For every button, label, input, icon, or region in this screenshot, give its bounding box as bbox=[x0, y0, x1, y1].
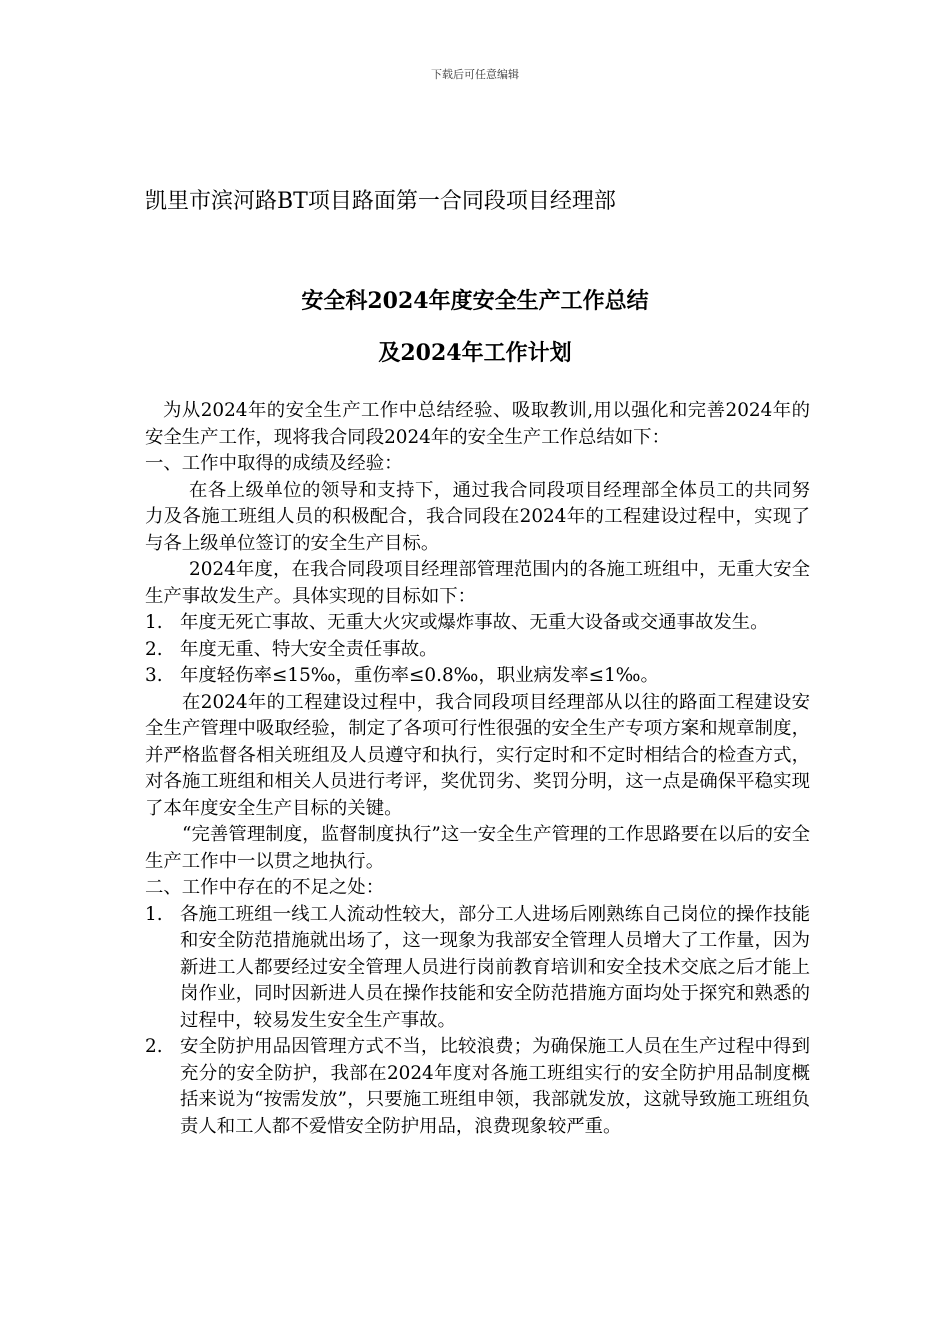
section-2-heading: 二、工作中存在的不足之处： bbox=[145, 877, 385, 898]
organization-title: 凯里市滨河路BT项目路面第一合同段项目经理部 bbox=[145, 189, 616, 214]
document-title-line-1: 安全科2024年度安全生产工作总结 bbox=[301, 288, 649, 314]
list-item bbox=[145, 637, 810, 664]
document-body bbox=[145, 398, 810, 1140]
intro-paragraph: 为从2024年的安全生产工作中总结经验、吸取教训,用以强化和完善2024年的安全生产工作，现将我合同段2024年的安全生产工作总结如下： bbox=[145, 400, 810, 448]
section-1-paragraph-1: 在各上级单位的领导和支持下，通过我合同段项目经理部全体员工的共同努力及各施工班组人员的积极配合，我合同段在2024年的工程建设过程中，实现了与各上级单位签订的安全生产目标。 bbox=[145, 479, 810, 554]
list-item bbox=[145, 1034, 810, 1140]
list-item-text: 年度无重、特大安全责任事故。 bbox=[180, 638, 438, 660]
section-1-paragraph-2: 2024年度，在我合同段项目经理部管理范围内的各施工班组中，无重大安全生产事故发生产。具体实现的目标如下： bbox=[145, 559, 810, 607]
list-item-text: 各施工班组一线工人流动性较大，部分工人进场后刚熟练自己岗位的操作技能和安全防范措施就出场了，这一现象为我部安全管理人员增大了工作量，因为新进工人都要经过安全管理人员进行岗前教育培训和安全技术交底之后才能上岗作业，同时因新进人员在操作技能和安全防范措施方面均处于探究和熟悉的过程中，较易发生安全生产事故。 bbox=[180, 903, 810, 1031]
list-item bbox=[145, 610, 810, 637]
document-title-line-2: 及2024年工作计划 bbox=[378, 340, 572, 366]
page-header-note: 下载后可任意编辑 bbox=[431, 68, 519, 81]
list-item-text: 年度无死亡事故、无重大火灾或爆炸事故、无重大设备或交通事故发生。 bbox=[180, 612, 769, 633]
list-item-text: 安全防护用品因管理方式不当，比较浪费；为确保施工人员在生产过程中得到充分的安全防护，我部在2024年度对各施工班组实行的安全防护用品制度概括来说为“按需发放”，只要施工班组申领，我部就发放，这就导致施工班组负责人和工人都不爱惜安全防护用品，浪费现象较严重。 bbox=[180, 1036, 810, 1137]
list-item-number: 2. bbox=[145, 1036, 163, 1057]
list-item-number: 2. bbox=[145, 638, 163, 660]
list-item-number: 1. bbox=[145, 612, 163, 633]
section-1-heading: 一、工作中取得的成绩及经验： bbox=[145, 453, 403, 474]
list-item-number: 1. bbox=[145, 903, 163, 925]
list-item-text: 年度轻伤率≤15‰，重伤率≤0.8‰，职业病发率≤1‰。 bbox=[180, 665, 659, 686]
section-1-paragraph-3: 在2024年的工程建设过程中，我合同段项目经理部从以往的路面工程建设安全生产管理中吸取经验，制定了各项可行性很强的安全生产专项方案和规章制度，并严格监督各相关班组及人员遵守和执行，实行定时和不定时相结合的检查方式，对各施工班组和相关人员进行考评，奖优罚劣、奖罚分明，这一点是确保平稳实现了本年度安全生产目标的关键。 bbox=[145, 691, 810, 819]
section-1-paragraph-4: “完善管理制度，监督制度执行”这一安全生产管理的工作思路要在以后的安全生产工作中一以贯之地执行。 bbox=[145, 824, 810, 872]
list-item-number: 3. bbox=[145, 665, 163, 686]
list-item bbox=[145, 902, 810, 1035]
list-item bbox=[145, 663, 810, 690]
